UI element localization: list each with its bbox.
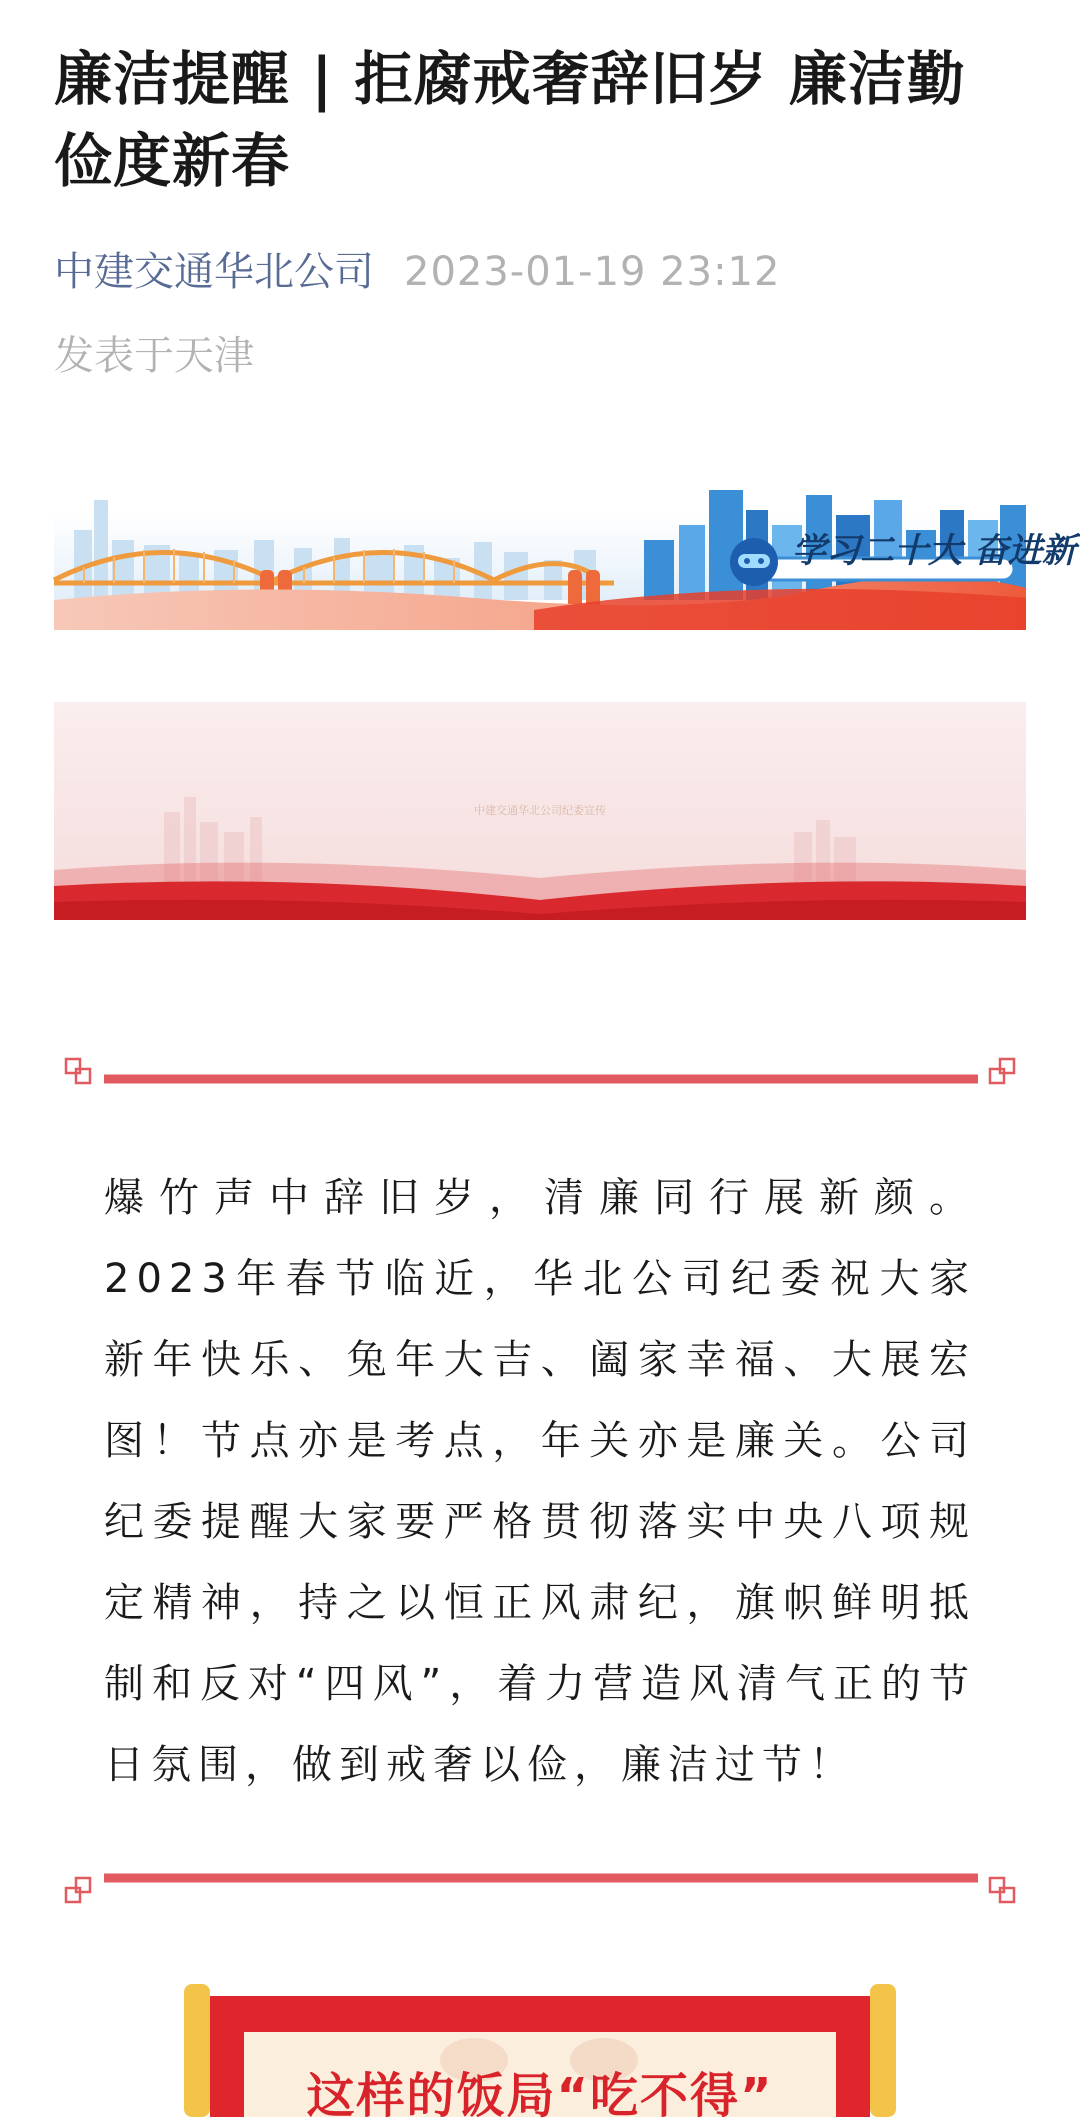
account-name-link[interactable]: 中建交通华北公司 <box>54 249 374 295</box>
divider-ornament <box>60 1864 1020 1904</box>
banner-image <box>54 470 1076 630</box>
publish-location: 发表于天津 <box>54 333 254 379</box>
article-body-paragraph: 爆竹声中辞旧岁，清廉同行展新颜。2023年春节临近，华北公司纪委祝大家新年快乐、兔年大吉、阖家幸福、大展宏图！节点亦是考点，年关亦是廉关。公司纪委提醒大家要严格贯彻落实中央八项规定精神，持之以恒正风肃纪，旗帜鲜明抵制和反对“四风”，着力营造风清气正的节日氛围，做到戒奢以俭，廉洁过节！ <box>104 1175 976 1788</box>
section-divider-top <box>60 1053 1020 1093</box>
section-divider-bottom <box>60 1864 1020 1904</box>
publish-time: 2023-01-19 23:12 <box>404 249 781 295</box>
banner-slogan: 学习二十大 奋进新 <box>792 531 1076 571</box>
poster-image <box>184 1982 896 2124</box>
article-meta <box>54 244 780 300</box>
poster-title: 这样的饭局“吃不得” <box>306 2068 774 2124</box>
city-bridge-illustration <box>54 470 1076 630</box>
faded-skyline-illustration <box>54 702 1026 920</box>
divider-ornament <box>60 1053 1020 1093</box>
header-image <box>54 702 1026 920</box>
robot-mascot-icon <box>730 538 778 586</box>
header-image-caption: 中建交通华北公司纪委宣传 <box>474 804 606 817</box>
article-title: 廉洁提醒 | 拒腐戒奢辞旧岁 廉洁勤俭度新春 <box>54 45 966 195</box>
